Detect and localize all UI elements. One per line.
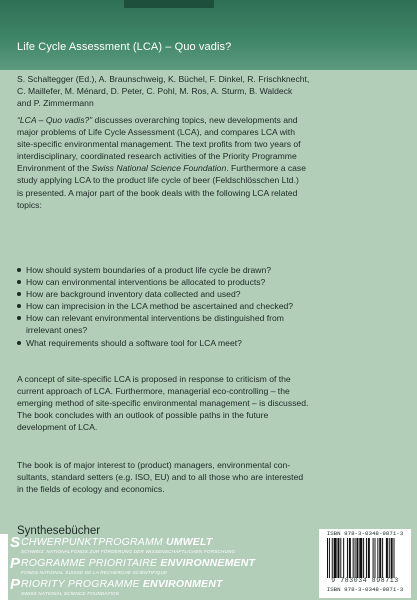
- paragraph-line: The book is of major interest to (product) managers, environmental con-: [17, 460, 291, 470]
- logo-letter: S: [10, 534, 21, 551]
- publisher-name: Synthesebücher: [17, 525, 101, 537]
- programme-line-en: RIORITY PROGRAMME ENVIRONMENT: [21, 578, 223, 590]
- topic-list: [17, 264, 409, 349]
- list-item: How can relevant environmental interventions be distinguished from irrelevant ones?: [17, 312, 409, 336]
- list-item: How can environmental interventions be allocated to products?: [17, 276, 409, 288]
- paragraph-line: in the fields of ecology and economics.: [17, 484, 165, 495]
- intro-line: “LCA – Quo vadis?” discusses overarching topics, new developments and: [17, 115, 298, 125]
- logo-bar: [0, 534, 8, 600]
- barcode-digits: 9 783034 898713: [331, 577, 399, 584]
- isbn-barcode-box: [319, 529, 411, 598]
- intro-line: site-specific environmental management. The text profits from two years of: [17, 139, 301, 150]
- list-item: How can imprecision in the LCA method be ascertained and checked?: [17, 300, 409, 312]
- author-line: and P. Zimmermann: [17, 98, 94, 109]
- paragraph-line: The book concludes with an outlook of possible paths in the future: [17, 410, 269, 421]
- bullet-dot-icon: [17, 316, 21, 320]
- logo-letter: P: [10, 576, 21, 593]
- intro-line: is presented. A major part of the book deals with the following LCA related: [17, 187, 298, 198]
- paragraph-line: current approach of LCA. Furthermore, managerial eco-controlling – the: [17, 386, 290, 397]
- author-list: [17, 73, 409, 109]
- list-item: How should system boundaries of a product life cycle be drawn?: [17, 264, 409, 276]
- intro-line: interdisciplinary, coordinated research activities of the Priority Programme: [17, 151, 297, 162]
- programme-logo: [0, 534, 260, 600]
- isbn-text-top: ISBN 978-3-0348-9871-3: [326, 530, 404, 537]
- programme-line-fr: ROGRAMME PRIORITAIRE ENVIRONNEMENT: [21, 557, 256, 569]
- intro-paragraph: [17, 114, 409, 211]
- top-color-band: [0, 0, 417, 70]
- programme-sub-de: SCHWEIZ. NATIONALFONDS ZUR FÖRDERUNG DER WISSENSCHAFTLICHEN FORSCHUNG: [21, 549, 236, 554]
- author-line: C. Maillefer, M. Ménard, D. Peter, C. Pohl, M. Ros, A. Sturm, B. Waldeck: [17, 86, 293, 97]
- barcode-icon: [327, 538, 405, 578]
- paragraph-line: sultants, standard setters (e.g. ISO, EU) and to all those who are interested: [17, 472, 304, 483]
- bullet-dot-icon: [17, 341, 21, 345]
- intro-line: major problems of Life Cycle Assessment (LCA), and compares LCA with: [17, 127, 295, 138]
- paragraph-line: development of LCA.: [17, 422, 98, 433]
- author-line: S. Schaltegger (Ed.), A. Braunschweig, K. Büchel, F. Dinkel, R. Frischknecht,: [17, 74, 310, 84]
- intro-line: Environment of the Swiss National Science Foundation. Furthermore a case: [17, 163, 307, 174]
- concept-paragraph: [17, 373, 409, 433]
- isbn-text-bottom: ISBN 978-3-0348-9871-3: [326, 586, 404, 593]
- bullet-dot-icon: [17, 268, 21, 272]
- series-title: Life Cycle Assessment (LCA) – Quo vadis?: [17, 41, 232, 53]
- paragraph-line: A concept of site-specific LCA is proposed in response to criticism of the: [17, 374, 291, 384]
- audience-paragraph: [17, 459, 409, 495]
- intro-line: study applying LCA to the product life cycle of beer (Feldschlösschen Ltd.): [17, 175, 299, 186]
- band-notch: [124, 0, 214, 8]
- programme-line-de: CHWERPUNKTPROGRAMM UMWELT: [21, 536, 213, 548]
- bullet-dot-icon: [17, 280, 21, 284]
- bullet-dot-icon: [17, 292, 21, 296]
- intro-line: topics:: [17, 199, 42, 210]
- programme-sub-fr: FONDS NATIONAL SUISSE DE LA RECHERCHE SCIENTIFIQUE: [21, 570, 168, 575]
- programme-sub-en: SWISS NATIONAL SCIENCE FOUNDATION: [21, 591, 120, 596]
- bullet-dot-icon: [17, 304, 21, 308]
- list-item: How are background inventory data collected and used?: [17, 288, 409, 300]
- paragraph-line: emerging method of site-specific environmental management – is discussed.: [17, 398, 309, 409]
- logo-letter: P: [10, 555, 21, 572]
- list-item: What requirements should a software tool for LCA meet?: [17, 337, 409, 349]
